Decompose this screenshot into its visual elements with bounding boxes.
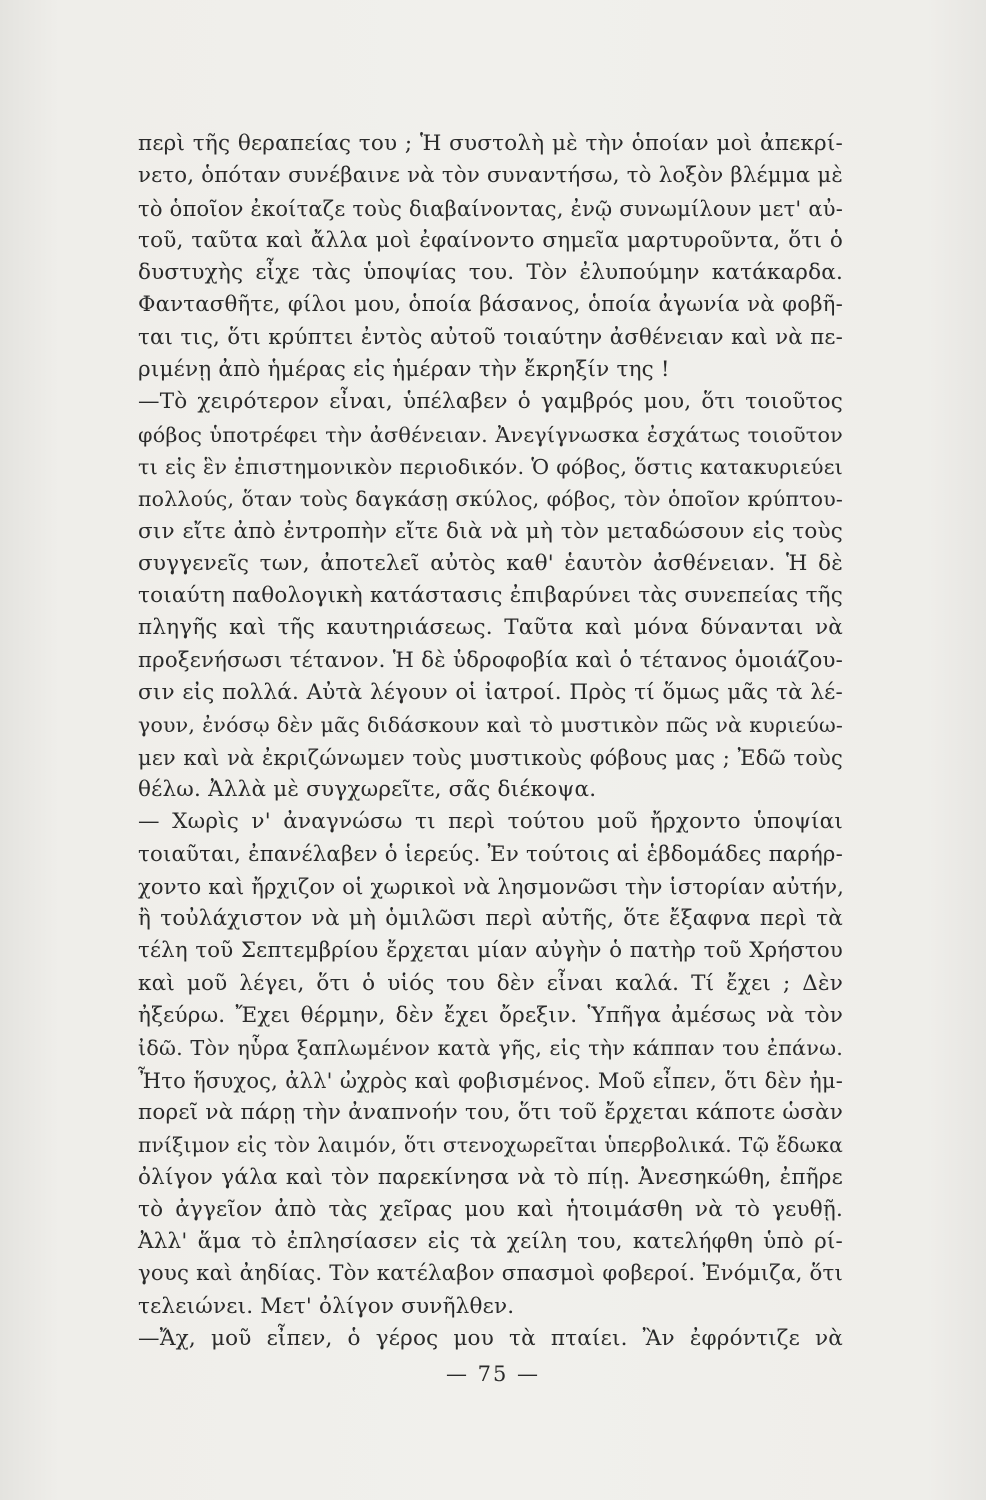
text-line: τελειώνει. Μετ' ὀλίγον συνῆλθεν. xyxy=(138,1293,515,1319)
text-line: καὶ μοῦ λέγει, ὅτι ὁ υἱός του δὲν εἶναι καλά. Τί ἔχει ; Δὲν xyxy=(138,970,843,996)
text-line: —Τὸ χειρότερον εἶναι, ὑπέλαβεν ὁ γαμβρός μου, ὅτι τοιοῦτος xyxy=(138,389,843,415)
text-line: δυστυχὴς εἶχε τὰς ὑποψίας του. Τὸν ἐλυπούμην κατάκαρδα. xyxy=(138,260,843,286)
text-line: τοιαῦται, ἐπανέλαβεν ὁ ἱερεύς. Ἐν τούτοις αἱ ἑβδομάδες παρήρ- xyxy=(138,841,843,867)
text-line: σιν εἰς πολλά. Αὐτὰ λέγουν οἱ ἰατροί. Πρὸς τί ὅμως μᾶς τὰ λέ- xyxy=(138,680,843,706)
text-line: τὸ ὁποῖον ἐκοίταζε τοὺς διαβαίνοντας, ἐνῷ συνωμίλουν μετ' αὐ- xyxy=(138,196,843,221)
text-line: Ἀλλ' ἅμα τὸ ἐπλησίασεν εἰς τὰ χείλη του, κατελήφθη ὑπὸ ρί- xyxy=(138,1229,843,1255)
text-line: πληγῆς καὶ τῆς καυτηριάσεως. Ταῦτα καὶ μόνα δύνανται νὰ xyxy=(138,615,843,641)
text-line: ριμένῃ ἀπὸ ἡμέρας εἰς ἡμέραν τὴν ἔκρηξίν της ! xyxy=(138,357,670,383)
text-line: προξενήσωσι τέτανον. Ἡ δὲ ὑδροφοβία καὶ ὁ τέτανος ὁμοιάζου- xyxy=(138,647,843,673)
text-line: τοιαύτη παθολογικὴ κατάστασις ἐπιβαρύνει τὰς συνεπείας τῆς xyxy=(138,583,843,609)
text-line: συγγενεῖς των, ἀποτελεῖ αὐτὸς καθ' ἑαυτὸν ἀσθένειαν. Ἡ δὲ xyxy=(138,550,843,576)
page-number: — 75 — xyxy=(445,1362,541,1386)
body-text xyxy=(138,128,843,1355)
text-line: τὸ ἀγγεῖον ἀπὸ τὰς χεῖρας μου καὶ ἡτοιμάσθη νὰ τὸ γευθῇ. xyxy=(138,1196,843,1222)
text-line: ἢ τοὐλάχιστον νὰ μὴ ὁμιλῶσι περὶ αὐτῆς, ὅτε ἔξαφνα περὶ τὰ xyxy=(138,906,843,932)
text-line: ται τις, ὅτι κρύπτει ἐντὸς αὐτοῦ τοιαύτην ἀσθένειαν καὶ νὰ πε- xyxy=(138,324,843,350)
text-line: τοῦ, ταῦτα καὶ ἄλλα μοὶ ἐφαίνοντο σημεῖα μαρτυροῦντα, ὅτι ὁ xyxy=(138,227,843,253)
text-line: σιν εἴτε ἀπὸ ἐντροπὴν εἴτε διὰ νὰ μὴ τὸν μεταδώσουν εἰς τοὺς xyxy=(138,518,843,544)
text-line: πολλούς, ὅταν τοὺς δαγκάσῃ σκύλος, φόβος, τὸν ὁποῖον κρύπτου- xyxy=(138,487,843,512)
text-line: — Χωρὶς ν' ἀναγνώσω τι περὶ τούτου μοῦ ἤρχοντο ὑποψίαι xyxy=(138,809,843,835)
text-line: ὀλίγον γάλα καὶ τὸν παρεκίνησα νὰ τὸ πίῃ. Ἀνεσηκώθη, ἐπῆρε xyxy=(138,1164,843,1190)
text-line: πορεῖ νὰ πάρῃ τὴν ἀναπνοήν του, ὅτι τοῦ ἔρχεται κάποτε ὡσὰν xyxy=(138,1099,843,1125)
text-line: γους καὶ ἀηδίας. Τὸν κατέλαβον σπασμοὶ φοβεροί. Ἐνόμιζα, ὅτι xyxy=(138,1261,843,1287)
text-line: πνίξιμον εἰς τὸν λαιμόν, ὅτι στενοχωρεῖται ὑπερβολικά. Τῷ ἔδωκα xyxy=(138,1133,843,1158)
text-line: —Ἄχ, μοῦ εἶπεν, ὁ γέρος μου τὰ πταίει. Ἂν ἐφρόντιζε νὰ xyxy=(138,1325,843,1351)
text-line: ἠξεύρω. Ἔχει θέρμην, δὲν ἔχει ὄρεξιν. Ὑπῆγα ἀμέσως νὰ τὸν xyxy=(138,1003,843,1029)
text-line: τέλη τοῦ Σεπτεμβρίου ἔρχεται μίαν αὐγὴν ὁ πατὴρ τοῦ Χρήστου xyxy=(138,938,843,964)
text-line: τι εἰς ἓν ἐπιστημονικὸν περιοδικόν. Ὁ φόβος, ὅστις κατακυριεύει xyxy=(138,454,843,479)
text-line: Φαντασθῆτε, φίλοι μου, ὁποία βάσανος, ὁποία ἀγωνία νὰ φοβῆ- xyxy=(138,292,843,318)
text-line: χοντο καὶ ἤρχιζον οἱ χωρικοὶ νὰ λησμονῶσι τὴν ἱστορίαν αὐτήν, xyxy=(138,874,845,899)
text-line: ἰδῶ. Τὸν ηὗρα ξαπλωμένον κατὰ γῆς, εἰς τὴν κάππαν του ἐπάνω. xyxy=(138,1036,843,1061)
text-line: θέλω. Ἀλλὰ μὲ συγχωρεῖτε, σᾶς διέκοψα. xyxy=(138,776,597,802)
text-line: περὶ τῆς θεραπείας του ; Ἡ συστολὴ μὲ τὴν ὁποίαν μοὶ ἀπεκρί- xyxy=(138,131,843,156)
text-line: φόβος ὑποτρέφει τὴν ἀσθένειαν. Ἀνεγίγνωσκα ἐσχάτως τοιοῦτον xyxy=(138,422,843,447)
text-line: νετο, ὁπόταν συνέβαινε νὰ τὸν συναντήσω, τὸ λοξὸν βλέμμα μὲ xyxy=(138,163,843,189)
text-line: γουν, ἐνόσῳ δὲν μᾶς διδάσκουν καὶ τὸ μυστικὸν πῶς νὰ κυριεύω- xyxy=(138,713,843,738)
text-line: μεν καὶ νὰ ἐκριζώνωμεν τοὺς μυστικοὺς φόβους μας ; Ἐδῶ τοὺς xyxy=(138,745,843,770)
text-line: Ἦτο ἥσυχος, ἀλλ' ὠχρὸς καὶ φοβισμένος. Μοῦ εἶπεν, ὅτι δὲν ἠμ- xyxy=(138,1068,843,1093)
